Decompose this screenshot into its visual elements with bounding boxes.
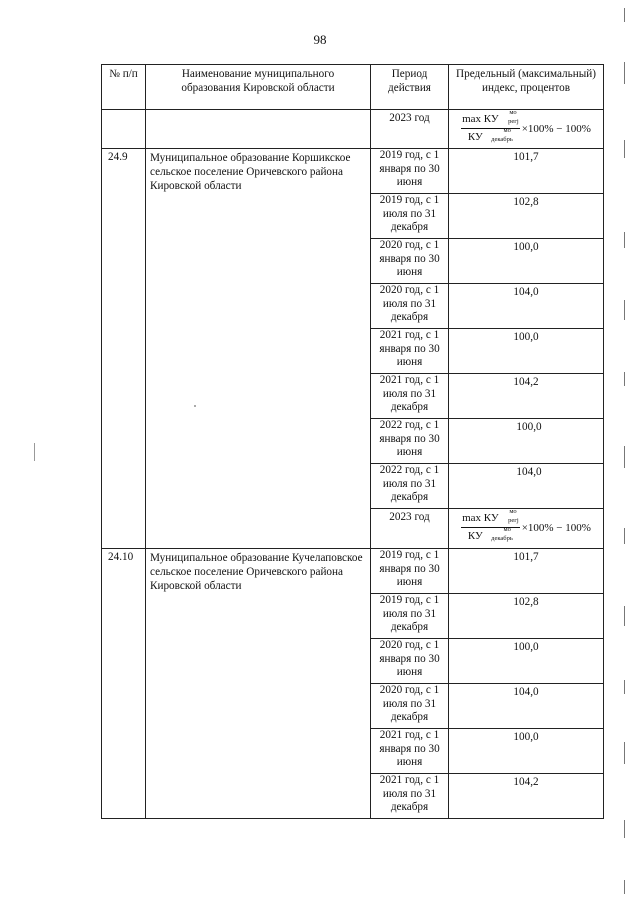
row-period: 2020 год, с 1 июля по 31 декабря <box>371 284 449 329</box>
formula-denominator <box>468 129 513 145</box>
row-index-value: 104,2 <box>449 374 604 419</box>
formula-sub: регj <box>508 118 519 125</box>
row-period: 2019 год, с 1 января по 30 июня <box>371 149 449 194</box>
row-name: Муниципальное образование Коршикское сельское поселение Оричевского района Кировской области <box>146 149 371 549</box>
row-period: 2019 год, с 1 января по 30 июня <box>371 549 449 594</box>
table-row <box>102 110 604 149</box>
table-header-row <box>102 65 604 110</box>
row-period: 2020 год, с 1 июля по 31 декабря <box>371 684 449 729</box>
row-index-value: 100,0 <box>449 639 604 684</box>
row-period: 2020 год, с 1 января по 30 июня <box>371 639 449 684</box>
row-period: 2022 год, с 1 июля по 31 декабря <box>371 464 449 509</box>
row-period: 2021 год, с 1 января по 30 июня <box>371 729 449 774</box>
row-period: 2021 год, с 1 июля по 31 декабря <box>371 774 449 819</box>
formula-sup: мо <box>503 127 511 134</box>
formula-denominator <box>468 528 513 544</box>
scan-edge-marks <box>622 0 628 905</box>
formula-fraction <box>461 109 520 145</box>
formula-ku <box>467 526 513 544</box>
header-period: Период действия <box>371 65 449 110</box>
row-index-formula <box>449 509 604 549</box>
formula-sup: мо <box>509 508 517 515</box>
formula-sub: регj <box>508 517 519 524</box>
row-period: 2021 год, с 1 января по 30 июня <box>371 329 449 374</box>
formula-sup: мо <box>509 109 517 116</box>
formula-ku <box>483 508 519 526</box>
formula-rest: ×100% − 100% <box>521 122 591 135</box>
page-number: 98 <box>313 32 327 47</box>
row-num: 24.10 <box>102 549 146 819</box>
header-index: Предельный (максимальный) индекс, процентов <box>449 65 604 110</box>
row-index-value: 100,0 <box>449 419 604 464</box>
table-row <box>102 549 604 594</box>
row-num: 24.9 <box>102 149 146 549</box>
row-index-value: 100,0 <box>449 329 604 374</box>
formula-sub: декабрь <box>491 136 513 143</box>
row-period: 2022 год, с 1 января по 30 июня <box>371 419 449 464</box>
formula-rest: ×100% − 100% <box>521 521 591 534</box>
row-index-value: 104,2 <box>449 774 604 819</box>
row-period: 2023 год <box>371 110 449 149</box>
row-index-value: 100,0 <box>449 239 604 284</box>
row-index-value: 104,0 <box>449 284 604 329</box>
row-name <box>146 110 371 149</box>
formula-sub: декабрь <box>491 535 513 542</box>
formula-max: max <box>462 512 482 524</box>
formula-ku <box>483 109 519 127</box>
index-table <box>101 64 604 819</box>
table-body <box>102 110 604 819</box>
row-index-value: 101,7 <box>449 149 604 194</box>
row-index-formula <box>449 110 604 149</box>
formula-numerator <box>461 109 520 129</box>
index-formula <box>449 509 603 544</box>
row-num <box>102 110 146 149</box>
formula-max: max <box>462 113 482 125</box>
index-formula <box>449 110 603 145</box>
row-period: 2020 год, с 1 января по 30 июня <box>371 239 449 284</box>
row-period: 2021 год, с 1 июля по 31 декабря <box>371 374 449 419</box>
row-index-value: 101,7 <box>449 549 604 594</box>
formula-ku-text: КУ <box>483 113 499 125</box>
formula-ku-text: КУ <box>467 131 483 143</box>
row-index-value: 104,0 <box>449 684 604 729</box>
formula-ku-text: КУ <box>467 530 483 542</box>
formula-numerator <box>461 508 520 528</box>
table-row <box>102 149 604 194</box>
formula-fraction <box>461 508 520 544</box>
row-index-value: 100,0 <box>449 729 604 774</box>
formula-ku-text: КУ <box>483 512 499 524</box>
row-index-value: 102,8 <box>449 194 604 239</box>
row-period: 2019 год, с 1 июля по 31 декабря <box>371 594 449 639</box>
header-num: № п/п <box>102 65 146 110</box>
row-period: 2023 год <box>371 509 449 549</box>
row-name: Муниципальное образование Кучелаповское сельское поселение Оричевского района Кировской области <box>146 549 371 819</box>
header-name: Наименование муниципального образования Кировской области <box>146 65 371 110</box>
scan-mark <box>34 443 35 461</box>
row-index-value: 104,0 <box>449 464 604 509</box>
formula-ku <box>467 127 513 145</box>
row-period: 2019 год, с 1 июля по 31 декабря <box>371 194 449 239</box>
formula-sup: мо <box>503 526 511 533</box>
row-index-value: 102,8 <box>449 594 604 639</box>
